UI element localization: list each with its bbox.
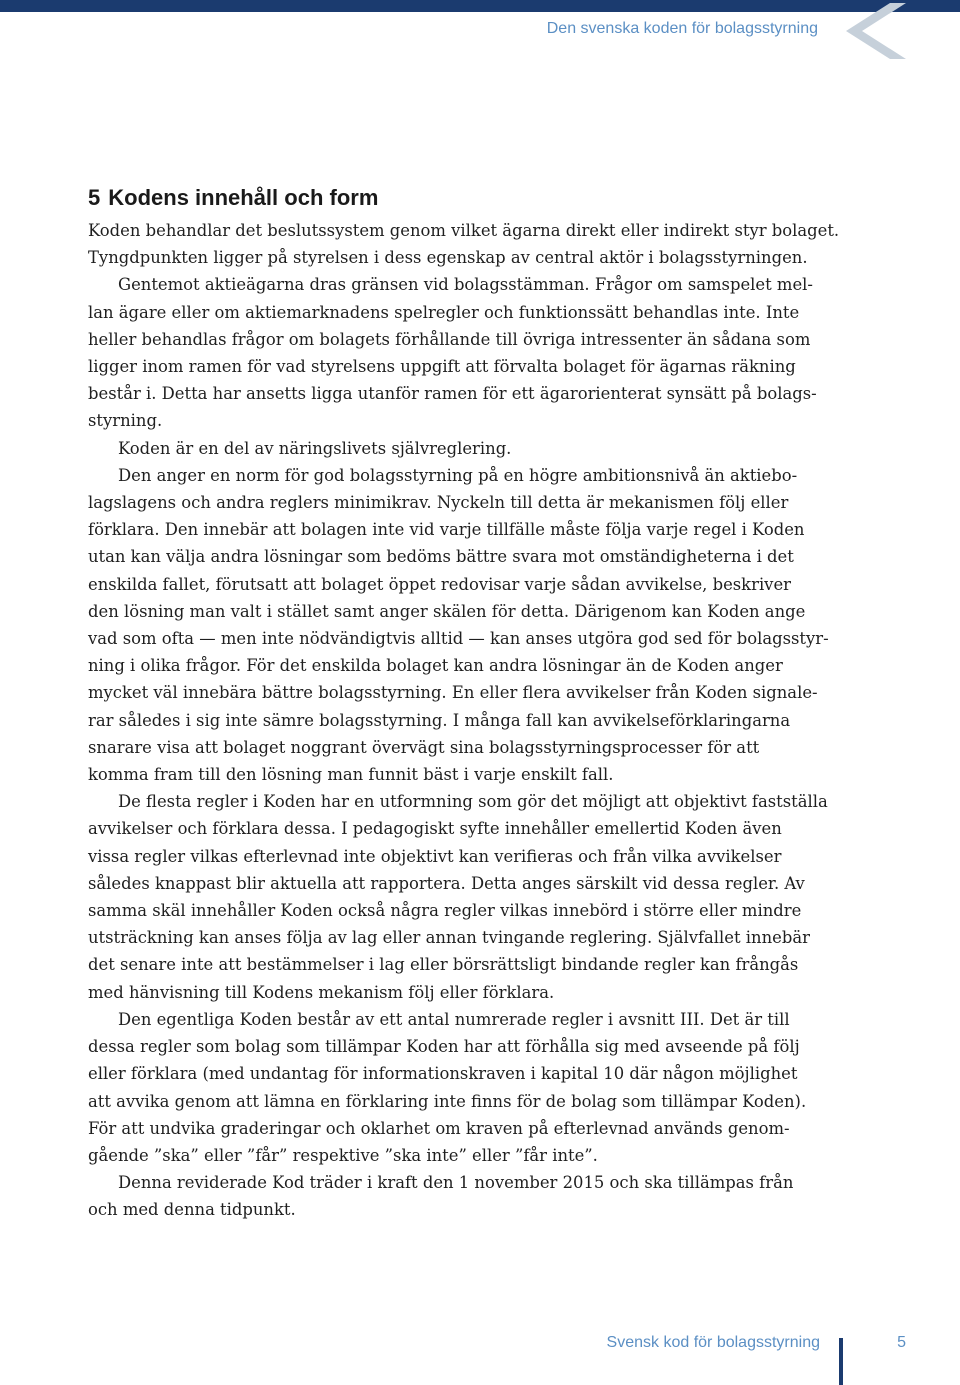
body-text-line: rar således i sig inte sämre bolagsstyrning. I många fall kan avvikelseförklaringarna	[88, 710, 791, 730]
body-text-line: Den egentliga Koden består av ett antal numrerade regler i avsnitt III. Det är till	[118, 1009, 790, 1029]
body-text-line: och med denna tidpunkt.	[88, 1200, 296, 1220]
header-bar	[0, 0, 960, 12]
running-header-title: Den svenska koden för bolagsstyrning	[546, 20, 818, 37]
body-text-line: att avvika genom att lämna en förklaring inte finns för de bolag som tillämpar Koden).	[88, 1091, 807, 1111]
body-text-line: således knappast blir aktuella att rapportera. Detta anges särskilt vid dessa regler. Av	[88, 873, 805, 893]
footer-divider	[839, 1338, 843, 1385]
body-text-line: gående ”ska” eller ”får” respektive ”ska inte” eller ”får inte”.	[88, 1145, 598, 1165]
body-text-line: heller behandlas frågor om bolagets förhållande till övriga intressenter än sådana som	[88, 329, 811, 349]
section-title: Kodens innehåll och form	[108, 185, 379, 210]
footer-title: Svensk kod för bolagsstyrning	[606, 1334, 820, 1351]
body-text-line: Koden är en del av näringslivets självreglering.	[118, 438, 512, 458]
body-text	[88, 217, 848, 1224]
body-text-line: dessa regler som bolag som tillämpar Koden har att förhålla sig med avseende på följ	[88, 1037, 800, 1057]
body-text-line: den lösning man valt i stället samt anger skälen för detta. Därigenom kan Koden ange	[88, 601, 806, 621]
body-text-line: lagslagens och andra reglers minimikrav. Nyckeln till detta är mekanismen följ eller	[88, 493, 789, 513]
body-text-line: De flesta regler i Koden har en utformning som gör det möjligt att objektivt fastställa	[118, 792, 828, 812]
body-text-line: Koden behandlar det beslutssystem genom vilket ägarna direkt eller indirekt styr bolaget.	[88, 221, 840, 240]
body-text-line: komma fram till den lösning man funnit bäst i varje enskilt fall.	[88, 765, 614, 785]
body-text-line: avvikelser och förklara dessa. I pedagogiskt syfte innehåller emellertid Koden även	[88, 819, 782, 839]
body-text-line: förklara. Den innebär att bolagen inte vid varje tillfälle måste följa varje regel i Koden	[88, 520, 805, 540]
body-text-line: eller förklara (med undantag för informationskraven i kapital 10 där någon möjlighet	[88, 1064, 798, 1084]
body-text-line: det senare inte att bestämmelser i lag eller börsrättsligt bindande regler kan frångås	[88, 955, 799, 975]
section-heading	[88, 185, 378, 211]
section-number: 5	[88, 185, 101, 210]
body-text-line: lan ägare eller om aktiemarknadens spelregler och funktionssätt behandlas inte. Inte	[88, 302, 800, 322]
body-text-line: För att undvika graderingar och oklarhet om kraven på efterlevnad används genom-	[88, 1118, 790, 1138]
body-text-line: styrning.	[88, 411, 163, 431]
body-text-line: med hänvisning till Kodens mekanism följ eller förklara.	[88, 982, 555, 1002]
body-text-line: Denna reviderade Kod träder i kraft den 1 november 2015 och ska tillämpas från	[118, 1173, 794, 1193]
body-text-line: utsträckning kan anses följa av lag eller annan tvingande reglering. Självfallet innebär	[88, 928, 810, 948]
body-text-line: snarare visa att bolaget noggrant övervägt sina bolagsstyrningsprocesser för att	[88, 737, 760, 757]
body-text-line: samma skäl innehåller Koden också några regler vilkas innebörd i större eller mindre	[88, 901, 802, 921]
body-text-line: ning i olika frågor. För det enskilda bolaget kan andra lösningar än de Koden anger	[88, 656, 783, 676]
chevron-left-icon	[840, 0, 910, 62]
body-text-line: mycket väl innebära bättre bolagsstyrning. En eller flera avvikelser från Koden signale-	[88, 683, 818, 703]
body-text-line: ligger inom ramen för vad styrelsens uppgift att förvalta bolaget för ägarnas räkning	[88, 357, 796, 377]
body-text-line: enskilda fallet, förutsatt att bolaget öppet redovisar varje sådan avvikelse, beskriver	[88, 574, 791, 594]
body-text-line: består i. Detta har ansetts ligga utanför ramen för ett ägarorienterat synsätt på bolags-	[88, 384, 817, 404]
body-text-line: vissa regler vilkas efterlevnad inte objektivt kan verifieras och från vilka avvikelser	[88, 846, 782, 866]
body-text-line: vad som ofta — men inte nödvändigtvis alltid — kan anses utgöra god sed för bolagsstyr-	[88, 629, 829, 649]
body-text-line: Den anger en norm för god bolagsstyrning på en högre ambitionsnivå än aktiebo-	[118, 465, 798, 485]
body-text-line: Gentemot aktieägarna dras gränsen vid bolagsstämman. Frågor om samspelet mel-	[118, 275, 813, 295]
body-text-line: utan kan välja andra lösningar som bedöms bättre svara mot omständigheterna i det	[88, 547, 794, 567]
page-number: 5	[897, 1334, 906, 1351]
body-text-line: Tyngdpunkten ligger på styrelsen i dess egenskap av central aktör i bolagsstyrningen.	[88, 248, 808, 268]
